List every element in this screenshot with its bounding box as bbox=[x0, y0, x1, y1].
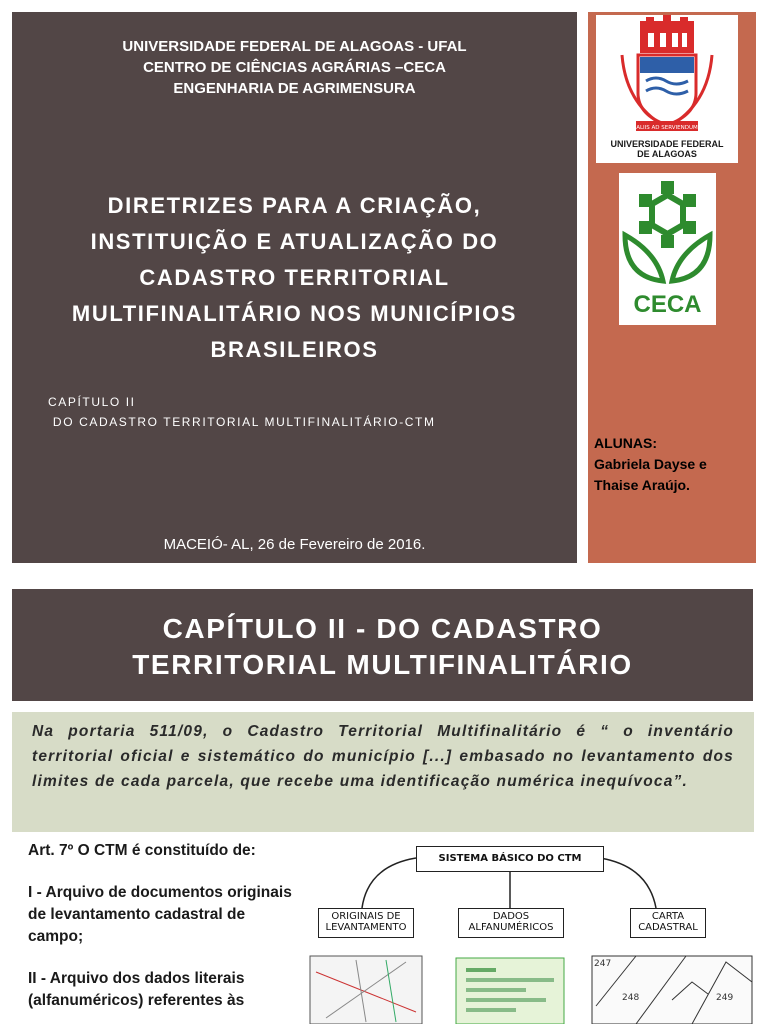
alphanumeric-records-image bbox=[456, 958, 564, 1024]
ceca-logo-text: CECA bbox=[633, 291, 702, 318]
cover-slide-main-panel bbox=[12, 12, 577, 563]
map-label-247: 247 bbox=[594, 959, 612, 969]
branch-map-line1: CARTA bbox=[651, 911, 685, 922]
ufal-ribbon-text: ALIIS AD SERVIENDUM bbox=[636, 125, 698, 131]
institution-header bbox=[12, 36, 577, 99]
article-item-1: I - Arquivo de documentos originais de levantamento cadastral de campo; bbox=[28, 884, 292, 945]
map-label-249: 249 bbox=[716, 993, 734, 1003]
ufal-logo bbox=[596, 15, 738, 163]
article-text bbox=[28, 840, 298, 1032]
diagram-branch-alphanumeric bbox=[458, 908, 564, 938]
chapter-number: CAPÍTULO II bbox=[48, 395, 136, 409]
presentation-date: MACEIÓ- AL, 26 de Fevereiro de 2016. bbox=[163, 536, 426, 553]
cover-slide-side-panel bbox=[588, 12, 756, 563]
university-name: UNIVERSIDADE FEDERAL DE ALAGOAS - UFAL bbox=[122, 38, 467, 55]
chapter-title-line1: CAPÍTULO II - DO CADASTRO bbox=[162, 613, 603, 644]
branch-survey-line1: ORIGINAIS DE bbox=[331, 911, 401, 922]
student-name-2: Thaise Araújo. bbox=[594, 477, 690, 493]
ctm-system-diagram bbox=[296, 832, 756, 1024]
diagram-branch-map bbox=[630, 908, 706, 938]
ufal-crest-icon bbox=[596, 15, 738, 139]
portaria-quote: Na portaria 511/09, o Cadastro Territorial Multifinalitário é “ o inventário territorial oficial e sistemático do município [...] embasado no levantamento dos limites de cada parcela, que recebe uma identificação numérica inequívoca”. bbox=[12, 712, 754, 832]
chapter-title-line2: TERRITORIAL MULTIFINALITÁRIO bbox=[132, 649, 633, 680]
branch-map-line2: CADASTRAL bbox=[638, 922, 698, 933]
student-name-1: Gabriela Dayse e bbox=[594, 456, 707, 472]
branch-alpha-line1: DADOS bbox=[492, 911, 530, 922]
cadastral-map-image bbox=[592, 956, 752, 1024]
center-name: CENTRO DE CIÊNCIAS AGRÁRIAS –CECA bbox=[143, 59, 446, 76]
course-name: ENGENHARIA DE AGRIMENSURA bbox=[173, 80, 416, 97]
map-label-248: 248 bbox=[622, 993, 640, 1003]
ceca-emblem-icon bbox=[619, 173, 716, 291]
chapter-name: DO CADASTRO TERRITORIAL MULTIFINALITÁRIO-CTM bbox=[48, 415, 436, 429]
article-item-2: II - Arquivo dos dados literais (alfanuméricos) referentes às bbox=[28, 970, 245, 1009]
presentation-title: DIRETRIZES PARA A CRIAÇÃO, INSTITUIÇÃO E ATUALIZAÇÃO DO CADASTRO TERRITORIAL MULTIFINALITÁRIO NOS MUNICÍPIOS BRASILEIROS bbox=[71, 193, 518, 362]
chapter-title bbox=[12, 611, 753, 683]
diagram-branch-survey bbox=[318, 908, 414, 938]
branch-survey-line2: LEVANTAMENTO bbox=[325, 922, 407, 933]
students-block bbox=[594, 433, 754, 496]
ufal-logo-line1: UNIVERSIDADE FEDERAL bbox=[610, 139, 724, 149]
diagram-root-box bbox=[416, 846, 604, 872]
diagram-root-label: SISTEMA BÁSICO DO CTM bbox=[438, 853, 582, 864]
chapter-subtitle bbox=[48, 392, 568, 432]
ufal-logo-text bbox=[596, 139, 738, 159]
branch-alpha-line2: ALFANUMÉRICOS bbox=[468, 922, 554, 933]
article-intro: Art. 7º O CTM é constituído de: bbox=[28, 842, 256, 859]
ceca-logo bbox=[619, 173, 716, 325]
ufal-logo-line2: DE ALAGOAS bbox=[637, 149, 697, 159]
field-survey-image bbox=[310, 956, 422, 1024]
chapter-title-banner bbox=[12, 589, 753, 701]
students-label: ALUNAS: bbox=[594, 435, 657, 451]
